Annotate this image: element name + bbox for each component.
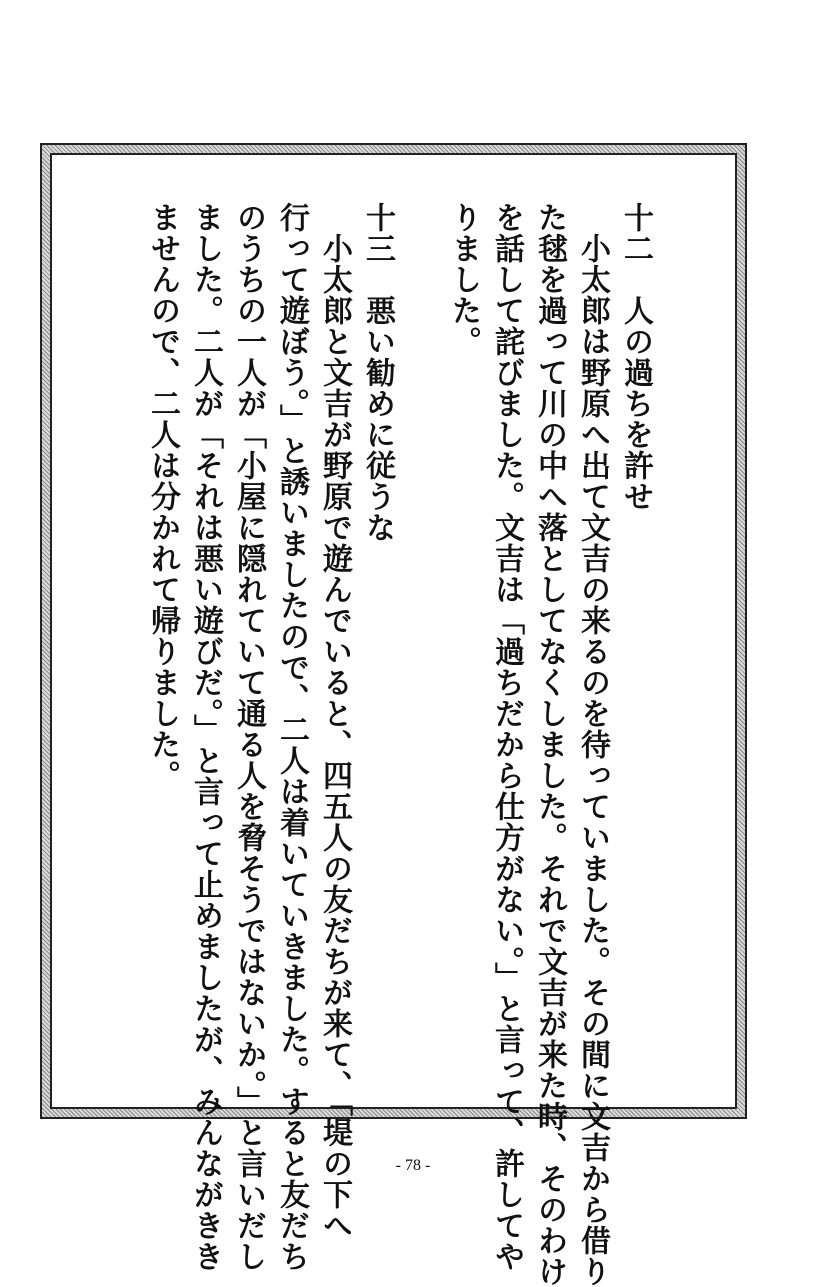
- page-number: - 78 -: [395, 1157, 431, 1174]
- section-12-line-2: た毬を過って川の中へ落としてなくしました。それで文吉が来た時、そのわけ: [532, 202, 567, 1287]
- section-13-heading: 十三 悪い勧めに従うな: [360, 202, 395, 543]
- section-12-line-4: りました。: [446, 202, 481, 357]
- section-12-heading: 十二 人の過ちを許せ: [618, 202, 653, 512]
- section-13-line-3: のうちの一人が「小屋に隠れていて通る人を脅そうではないか。」と言いだし: [231, 202, 266, 1272]
- section-13-line-2: 行って遊ぼう。」と誘いましたので、二人は着いていきました。すると友だち: [274, 202, 309, 1272]
- section-13-line-1: 小太郎と文吉が野原で遊んでいると、四五人の友だちが来て、「堤の下へ: [317, 202, 352, 1241]
- section-12-line-1: 小太郎は野原へ出て文吉の来るのを待っていました。その間に文吉から借り: [575, 202, 610, 1287]
- section-13-line-4: ました。二人が「それは悪い遊びだ。」と言って止めましたが、みんながきき: [188, 202, 223, 1272]
- section-12-line-3: を話して詫びました。文吉は「過ちだから仕方がない。」と言って、許してや: [489, 202, 524, 1272]
- section-13-line-5: ませんので、二人は分かれて帰りました。: [145, 202, 180, 791]
